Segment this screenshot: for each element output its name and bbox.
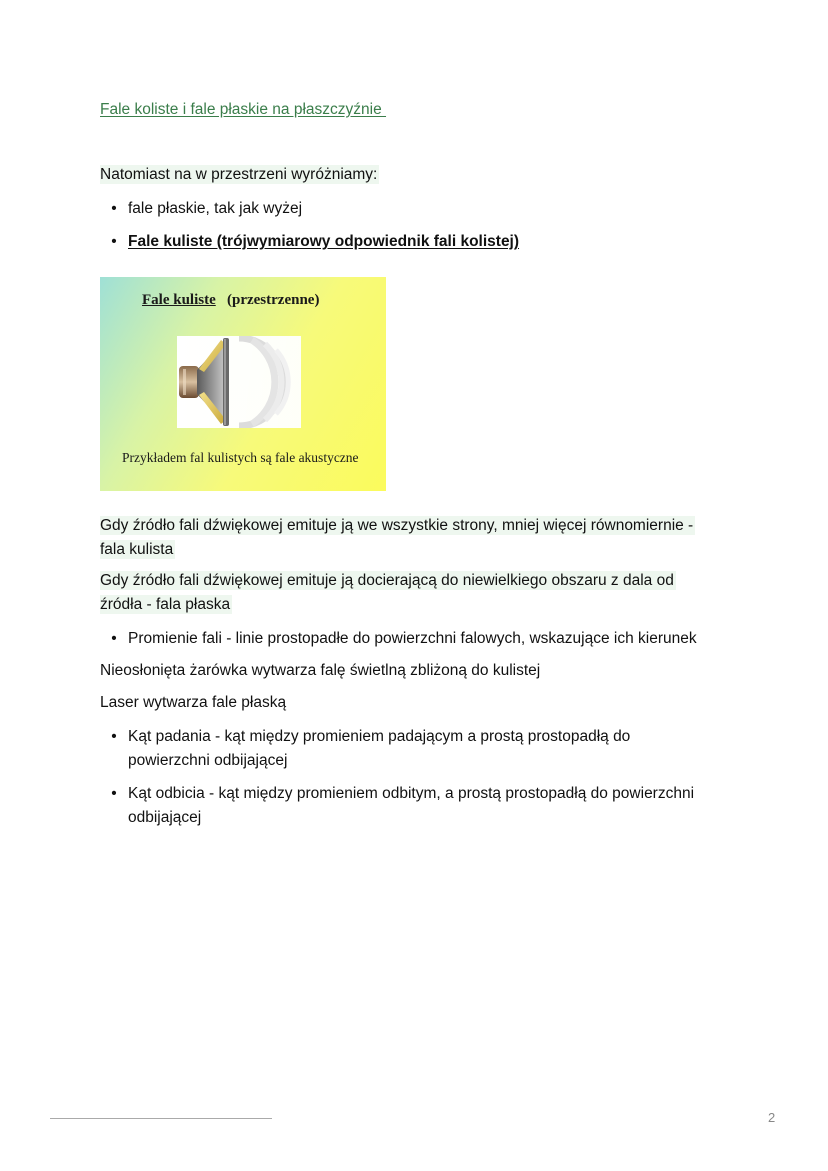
bullet-icon: •: [111, 233, 117, 250]
list-item: [100, 197, 302, 221]
list-item: [100, 230, 519, 254]
list-item: [100, 782, 720, 830]
paragraph-plane-sound: [100, 569, 676, 617]
spherical-waves-figure: [100, 277, 386, 491]
bullet-icon: •: [111, 728, 117, 745]
paragraph-laser: [100, 691, 286, 715]
list-item-text: Fale kuliste (trójwymiarowy odpowiednik fali kolistej): [128, 233, 520, 250]
paragraph-line: Gdy źródło fali dźwiękowej emituje ją docierającą do niewielkiego obszaru z dala od: [100, 572, 674, 589]
list-item-text: fale płaskie, tak jak wyżej: [128, 200, 303, 217]
section-heading-link[interactable]: Fale koliste i fale płaskie na płaszczyźnie: [100, 101, 387, 118]
figure-title: [142, 292, 319, 309]
paragraph-line: Gdy źródło fali dźwiękowej emituje ją we wszystkie strony, mniej więcej równomiernie -: [100, 517, 694, 534]
paragraph-line: fala kulista: [100, 541, 174, 558]
figure-title-sub: (przestrzenne): [227, 292, 320, 308]
bullet-icon: •: [111, 200, 117, 217]
page-number: 2: [768, 1110, 776, 1125]
paragraph-line: Laser wytwarza fale płaską: [100, 694, 287, 711]
list-item-text: Kąt padania - kąt między promieniem padającym a prostą prostopadłą do powierzchni odbijającej: [128, 728, 631, 769]
paragraph-line: źródła - fala płaska: [100, 596, 231, 613]
list-item-text: Promienie fali - linie prostopadłe do powierzchni falowych, wskazujące ich kierunek: [128, 630, 697, 647]
footer-divider: [50, 1118, 272, 1119]
paragraph-line: Nieosłonięta żarówka wytwarza falę świetlną zbliżoną do kulistej: [100, 662, 541, 679]
bullet-icon: •: [111, 630, 117, 647]
paragraph-bulb: [100, 659, 540, 683]
paragraph-spherical-sound: [100, 514, 695, 562]
figure-title-main: Fale kuliste: [142, 292, 216, 308]
list-item-text: Kąt odbicia - kąt między promieniem odbitym, a prostą prostopadłą do powierzchni odbijającej: [128, 785, 695, 826]
list-item: [100, 627, 697, 651]
speaker-icon: [177, 336, 301, 428]
list-item: [100, 725, 660, 773]
figure-caption: Przykładem fal kulistych są fale akustyczne: [122, 450, 359, 465]
bullet-icon: •: [111, 785, 117, 802]
intro-paragraph: [100, 163, 379, 187]
intro-text: Natomiast na w przestrzeni wyróżniamy:: [100, 166, 378, 183]
